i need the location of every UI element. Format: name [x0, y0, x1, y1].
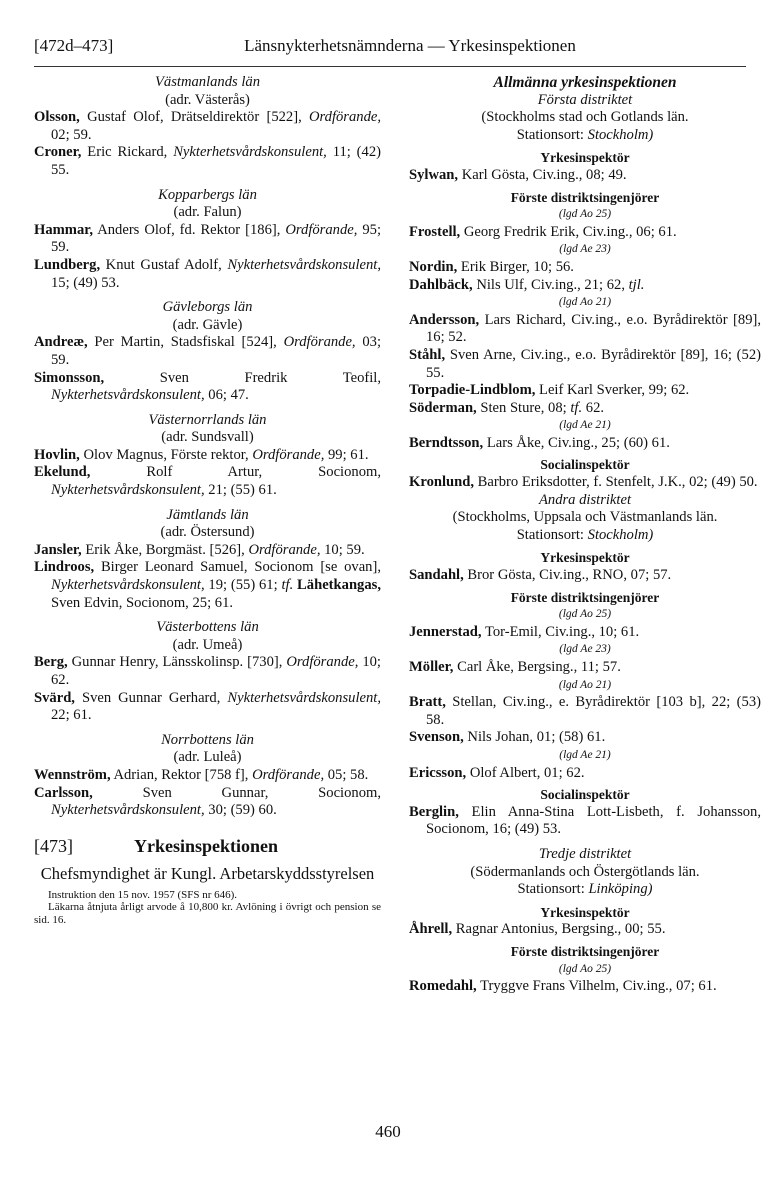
- chef-authority: Chefsmyndighet är Kungl. Arbetarskyddsstyrelsen: [40, 863, 375, 883]
- page-number: 460: [375, 1122, 401, 1141]
- county-heading: Västmanlands län: [155, 74, 260, 90]
- county-address: (adr. Gävle): [172, 316, 243, 333]
- list-item: Lundberg, Knut Gustaf Adolf, Nykterhetsvårdskonsulent, 15; (49) 53.: [34, 256, 381, 291]
- list-item: Ståhl, Sven Arne, Civ.ing., e.o. Byrådirektör [89], 16; (52) 55.: [409, 346, 761, 381]
- grade-label: (lgd Ao 25): [558, 962, 612, 975]
- grade-label: (lgd Ao 21): [558, 678, 612, 691]
- county-address: (adr. Falun): [173, 204, 242, 221]
- list-item: Kronlund, Barbro Eriksdotter, f. Stenfelt, J.K., 02; (49) 50.: [409, 474, 758, 491]
- list-item: Svärd, Sven Gunnar Gerhard, Nykterhetsvårdskonsulent, 22; 61.: [34, 689, 381, 724]
- district-heading: Tredje distriktet: [538, 845, 632, 862]
- list-item: Torpadie-Lindblom, Leif Karl Sverker, 99; 62.: [409, 382, 690, 399]
- list-item: Ekelund, Rolf Artur, Socionom, Nykterhetsvårdskonsulent, 21; (55) 61.: [34, 464, 381, 499]
- county-heading: Västernorrlands län: [148, 411, 267, 428]
- list-item: Bratt, Stellan, Civ.ing., e. Byrådirektör [103 b], 22; (53) 58.: [409, 694, 761, 728]
- list-item: Svenson, Nils Johan, 01; (58) 61.: [409, 729, 606, 746]
- role-heading: Socialinspektör: [540, 457, 630, 473]
- list-item: Hammar, Anders Olof, fd. Rektor [186], Ordförande, 95; 59.: [34, 221, 382, 256]
- list-item: Jansler, Erik Åke, Borgmäst. [526], Ordförande, 10; 59.: [34, 541, 365, 558]
- list-item: Ericsson, Olof Albert, 01; 62.: [409, 764, 585, 781]
- district-station: Stationsort: Linköping): [517, 881, 653, 898]
- list-item: Åhrell, Ragnar Antonius, Bergsing., 00; 55.: [409, 921, 666, 938]
- county-heading: Norrbottens län: [161, 731, 254, 748]
- district-area: (Stockholms, Uppsala och Västmanlands län.: [452, 509, 718, 526]
- running-header: [34, 36, 746, 62]
- list-item: Dahlbäck, Nils Ulf, Civ.ing., 21; 62, tjl.: [409, 276, 645, 293]
- list-item: Andersson, Lars Richard, Civ.ing., e.o. Byrådirektör [89], 16; 52.: [409, 311, 761, 346]
- role-heading: Yrkesinspektör: [540, 150, 630, 166]
- header-title: Länsnykterhetsnämnderna — Yrkesinspektionen: [244, 36, 576, 55]
- list-item: Romedahl, Tryggve Frans Vilhelm, Civ.ing., 07; 61.: [409, 978, 717, 995]
- district-area: (Stockholms stad och Gotlands län.: [481, 109, 689, 126]
- left-column: [34, 74, 381, 926]
- list-item: Simonsson, Sven Fredrik Teofil, Nykterhetsvårdskonsulent, 06; 47.: [34, 369, 381, 404]
- county-heading: Jämtlands län: [166, 506, 249, 523]
- district-heading: Andra distriktet: [538, 491, 632, 508]
- header-rule: [34, 66, 746, 67]
- section-heading: [34, 835, 381, 864]
- role-heading: Yrkesinspektör: [540, 550, 630, 566]
- list-item: Sandahl, Bror Gösta, Civ.ing., RNO, 07; 57.: [409, 567, 672, 584]
- list-item: Sylwan, Karl Gösta, Civ.ing., 08; 49.: [409, 166, 627, 183]
- list-item: Jennerstad, Tor-Emil, Civ.ing., 10; 61.: [409, 623, 640, 640]
- header-ref: [472d–473]: [34, 36, 114, 55]
- district-area: (Södermanlands och Östergötlands län.: [470, 863, 700, 880]
- grade-label: (lgd Ao 25): [558, 608, 612, 621]
- list-item: Wennström, Adrian, Rektor [758 f], Ordförande, 05; 58.: [34, 766, 369, 783]
- grade-label: (lgd Ao 25): [558, 208, 612, 221]
- county-heading: Kopparbergs län: [158, 186, 257, 203]
- instruction-note: Instruktion den 15 nov. 1957 (SFS nr 646).: [48, 888, 238, 901]
- district-heading: Första distriktet: [537, 91, 633, 108]
- list-item: Croner, Eric Rickard, Nykterhetsvårdskonsulent, 11; (42) 55.: [34, 144, 381, 178]
- county-address: (adr. Umeå): [172, 636, 243, 653]
- county-address: (adr. Västerås): [165, 91, 250, 108]
- district-station: Stationsort: Stockholm): [516, 126, 654, 143]
- section-number: [473]: [34, 835, 73, 856]
- grade-label: (lgd Ae 23): [559, 643, 611, 656]
- list-item: Nordin, Erik Birger, 10; 56.: [409, 258, 574, 275]
- section-title: Yrkesinspektionen: [134, 835, 279, 856]
- main-heading: Allmänna yrkesinspektionen: [493, 74, 677, 91]
- role-heading: Förste distriktsingenjörer: [510, 589, 660, 605]
- right-column: [409, 74, 761, 996]
- list-item: Carlsson, Sven Gunnar, Socionom, Nykterhetsvårdskonsulent, 30; (59) 60.: [34, 784, 381, 819]
- list-item: Lindroos, Birger Leonard Samuel, Socionom [se ovan], Nykterhetsvårdskonsulent, 19; (55) 61; tf. Lähetkangas, Sven Edvin, Socionom, 25; 61.: [34, 559, 381, 611]
- role-heading: Förste distriktsingenjörer: [510, 943, 660, 959]
- list-item: Frostell, Georg Fredrik Erik, Civ.ing., 06; 61.: [409, 223, 677, 240]
- grade-label: (lgd Ao 21): [558, 296, 612, 309]
- list-item: Söderman, Sten Sture, 08; tf. 62.: [409, 399, 605, 416]
- role-heading: Förste distriktsingenjörer: [510, 189, 660, 205]
- role-heading: Yrkesinspektör: [540, 904, 630, 920]
- salary-note: Läkarna åtnjuta årligt arvode å 10,800 kr. Avlöning i övrigt och pension se sid. 16.: [34, 901, 381, 926]
- grade-label: (lgd Ae 21): [559, 419, 611, 432]
- list-item: Hovlin, Olov Magnus, Förste rektor, Ordförande, 99; 61.: [34, 446, 369, 463]
- county-address: (adr. Sundsvall): [161, 429, 254, 446]
- grade-label: (lgd Ae 23): [559, 243, 611, 256]
- list-item: Berglin, Elin Anna-Stina Lott-Lisbeth, f. Johansson, Socionom, 16; (49) 53.: [409, 803, 761, 838]
- list-item: Möller, Carl Åke, Bergsing., 11; 57.: [409, 659, 621, 675]
- list-item: Andreæ, Per Martin, Stadsfiskal [524], Ordförande, 03; 59.: [34, 334, 381, 368]
- list-item: Berg, Gunnar Henry, Länsskolinsp. [730], Ordförande, 10; 62.: [34, 654, 381, 688]
- county-heading: Västerbottens län: [156, 619, 259, 636]
- county-address: (adr. Östersund): [160, 524, 255, 541]
- list-item: Olsson, Gustaf Olof, Drätseldirektör [522], Ordförande, 02; 59.: [34, 109, 381, 143]
- grade-label: (lgd Ae 21): [559, 748, 611, 761]
- county-address: (adr. Luleå): [173, 749, 242, 766]
- role-heading: Socialinspektör: [540, 787, 630, 803]
- list-item: Berndtsson, Lars Åke, Civ.ing., 25; (60) 61.: [409, 434, 670, 451]
- county-heading: Gävleborgs län: [162, 299, 253, 316]
- district-station: Stationsort: Stockholm): [516, 526, 654, 543]
